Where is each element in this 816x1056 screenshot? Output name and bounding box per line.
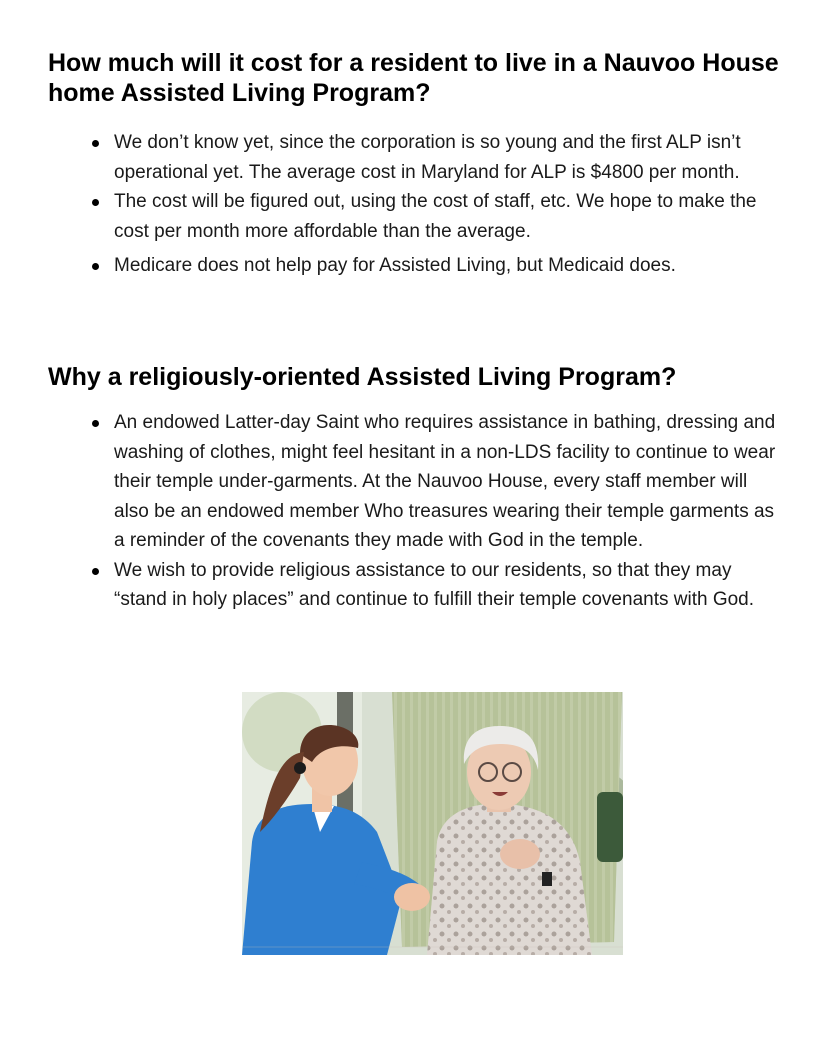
bullet-text: We don’t know yet, since the corporation is so young and the first ALP isn’t operational yet. The average cost in Maryland for ALP is $4800 per month.: [114, 132, 741, 183]
section-heading-religious: Why a religiously-oriented Assisted Living Program?: [48, 363, 677, 391]
photo-illustration-icon: [242, 692, 623, 955]
bullet-dot-icon: [92, 140, 99, 147]
list-item: [92, 556, 782, 615]
bullet-text: The cost will be figured out, using the cost of staff, etc. We hope to make the cost per month more affordable than the average.: [114, 191, 757, 242]
bullet-text: We wish to provide religious assistance to our residents, so that they may “stand in holy places” and continue to fulfill their temple covenants with God.: [114, 559, 755, 610]
section-heading-cost: How much will it cost for a resident to live in a Nauvoo House home Assisted Living Program?: [48, 49, 779, 107]
nurse-with-resident-photo: [242, 692, 623, 955]
list-item: [92, 408, 782, 556]
bullet-text: Medicare does not help pay for Assisted Living, but Medicaid does.: [114, 255, 676, 276]
list-item: [92, 187, 782, 246]
bullet-dot-icon: [92, 263, 99, 270]
list-item: [92, 251, 782, 281]
bullet-dot-icon: [92, 420, 99, 427]
bullet-text: An endowed Latter-day Saint who requires assistance in bathing, dressing and washing of clothes, might feel hesitant in a non-LDS facility to continue to wear their temple under-garments. At the Nauvoo House, every staff member will also be an endowed member Who treasures wearing their temple garments as a reminder of the covenants they made with God in the temple.: [114, 412, 776, 551]
list-item: [92, 128, 782, 187]
cost-bullet-list: [92, 128, 782, 281]
bullet-dot-icon: [92, 568, 99, 575]
religious-bullet-list: [92, 408, 782, 615]
bullet-dot-icon: [92, 199, 99, 206]
